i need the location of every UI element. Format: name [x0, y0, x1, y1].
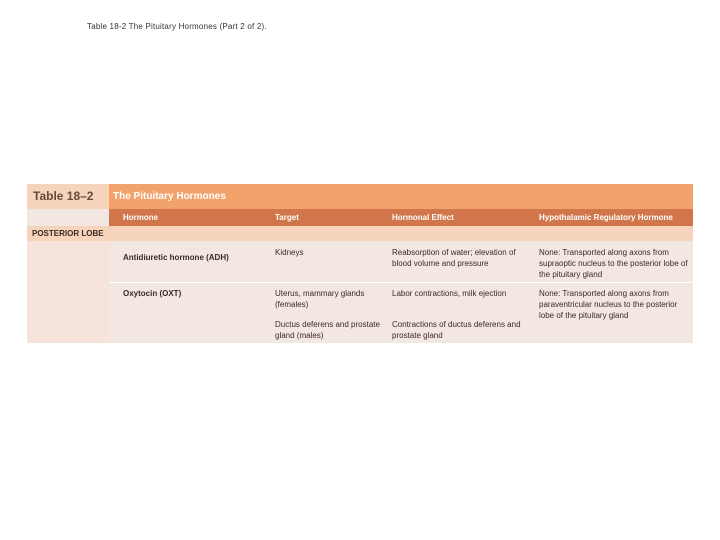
row-oxt-male-effect: Contractions of ductus deferens and prostate gland [392, 320, 521, 340]
slide-caption: Table 18-2 The Pituitary Hormones (Part 2 of 2). [87, 22, 267, 31]
row-adh-hormone: Antidiuretic hormone (ADH) [123, 253, 229, 262]
section-row [27, 226, 693, 241]
row-oxt-male-target: Ductus deferens and prostate gland (males) [275, 320, 380, 340]
section-label: POSTERIOR LOBE [32, 229, 104, 238]
row-adh-effect: Reabsorption of water; elevation of blood volume and pressure [392, 248, 516, 268]
row-oxt-regulatory: None: Transported along axons from paraventricular nucleus to the posterior lobe of the pituitary gland [539, 289, 678, 320]
row-oxt-hormone: Oxytocin (OXT) [123, 289, 182, 298]
table-number: Table 18–2 [27, 184, 109, 209]
row-adh-target: Kidneys [275, 248, 304, 257]
table-title: The Pituitary Hormones [113, 191, 226, 202]
pituitary-hormones-table [27, 184, 693, 343]
column-header-hormone: Hormone [123, 213, 159, 222]
table-header-row [109, 209, 693, 226]
section-side-column [27, 241, 109, 343]
row-oxt-target: Uterus, mammary glands (females) [275, 289, 365, 309]
column-header-target: Target [275, 213, 299, 222]
column-header-regulatory: Hypothalamic Regulatory Hormone [539, 213, 673, 222]
column-header-effect: Hormonal Effect [392, 213, 454, 222]
row-divider [109, 282, 693, 283]
row-oxt-effect: Labor contractions, milk ejection [392, 289, 507, 298]
table-title-bar [27, 184, 693, 209]
row-adh-regulatory: None: Transported along axons from supraoptic nucleus to the posterior lobe of the pituitary gland [539, 248, 688, 279]
